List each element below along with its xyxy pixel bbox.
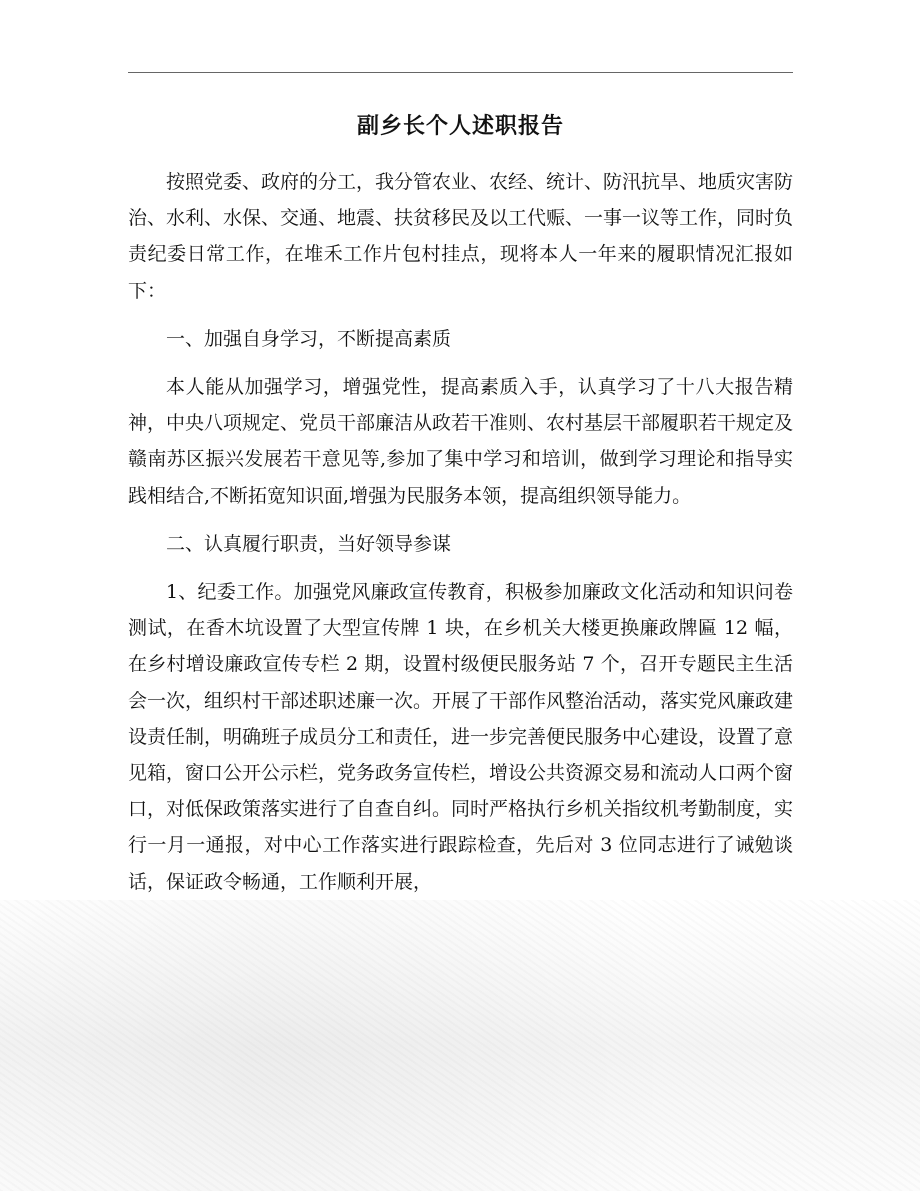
header-rule: [128, 72, 793, 73]
study-paragraph: 本人能从加强学习，增强党性，提高素质入手，认真学习了十八大报告精神，中央八项规定、党员干部廉洁从政若干准则、农村基层干部履职若干规定及赣南苏区振兴发展若干意见等,参加了集中学习和培训，做到学习理论和指导实践相结合,不断拓宽知识面,增强为民服务本领，提高组织领导能力。: [128, 376, 794, 507]
spacer: [128, 152, 793, 164]
spacer: [128, 309, 793, 321]
spacer: [128, 514, 793, 526]
intro-paragraph: 按照党委、政府的分工，我分管农业、农经、统计、防汛抗旱、地质灾害防治、水利、水保、交通、地震、扶贫移民及以工代赈、一事一议等工作，同时负责纪委日常工作，在堆禾工作片包村挂点，现将本人一年来的履职情况汇报如下：: [128, 171, 794, 302]
spacer: [128, 357, 793, 369]
spacer: [128, 562, 793, 574]
page-background-texture: [0, 900, 920, 1191]
section-heading-study: 一、加强自身学习，不断提高素质: [166, 327, 452, 350]
document-body: [128, 100, 793, 900]
document-title: 副乡长个人述职报告: [356, 113, 564, 139]
discipline-work-paragraph: 1、纪委工作。加强党风廉政宣传教育，积极参加廉政文化活动和知识问卷测试，在香木坑设置了大型宣传牌 1 块，在乡机关大楼更换廉政牌匾 12 幅，在乡村增设廉政宣传专栏 2 期，设置村级便民服务站 7 个，召开专题民主生活会一次，组织村干部述职述廉一次。开展了干部作风整治活动，落实党风廉政建设责任制，明确班子成员分工和责任，进一步完善便民服务中心建设，设置了意见箱，窗口公开公示栏，党务政务宣传栏，增设公共资源交易和流动人口两个窗口，对低保政策落实进行了自查自纠。同时严格执行乡机关指纹机考勤制度，实行一月一通报，对中心工作落实进行跟踪检查，先后对 3 位同志进行了诫勉谈话，保证政令畅通，工作顺利开展，: [128, 581, 794, 893]
section-heading-duties: 二、认真履行职责，当好领导参谋: [166, 532, 452, 555]
